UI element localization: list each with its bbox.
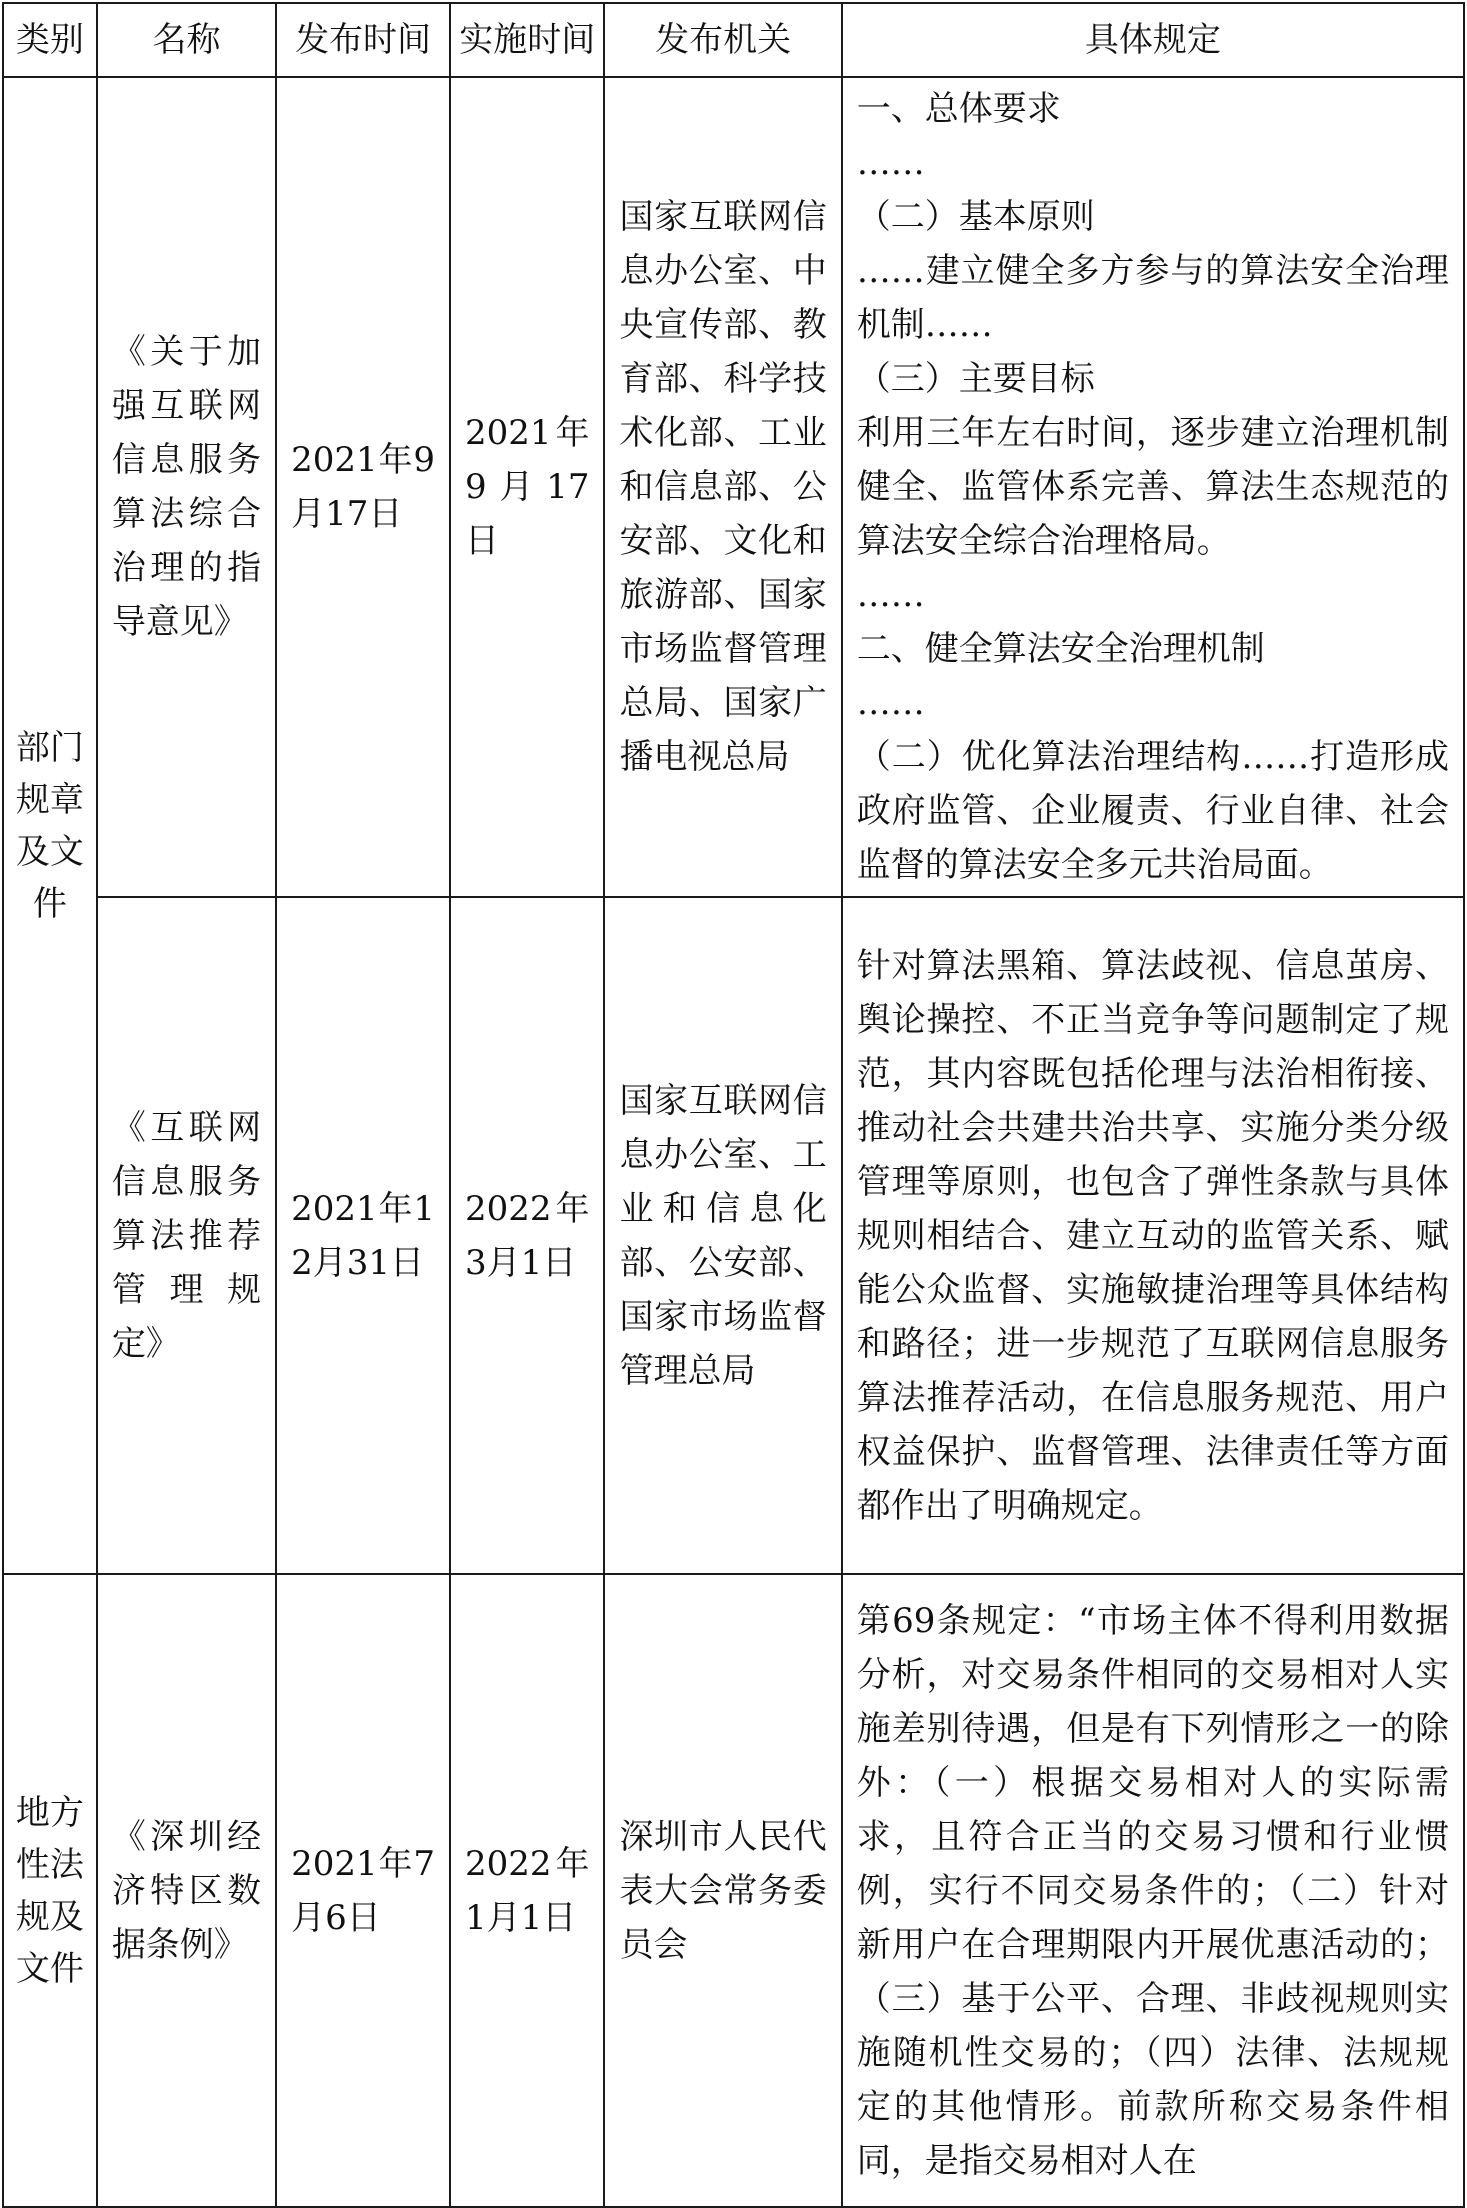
header-details: 具体规定 — [842, 3, 1464, 77]
table-row — [3, 1574, 1464, 2207]
table-row — [3, 897, 1464, 1574]
issuing-authority: 深圳市人民代表大会常务委员会 — [604, 1574, 841, 2207]
effective-date: 2021年9月17日 — [450, 77, 605, 897]
regulation-details: 第69条规定：“市场主体不得利用数据分析，对交易条件相同的交易相对人实施差别待遇，但是有下列情形之一的除外：（一）根据交易相对人的实际需求，且符合正当的交易习惯和行业惯例，实行不同交易条件的；（二）针对新用户在合理期限内开展优惠活动的；（三）基于公平、合理、非歧视规则实施随机性交易的；（四）法律、法规规定的其他情形。前款所称交易条件相同，是指交易相对人在 — [842, 1574, 1464, 2207]
regulations-table — [2, 2, 1465, 2208]
regulation-name: 《深圳经济特区数据条例》 — [97, 1574, 276, 2207]
published-date: 2021年9月17日 — [276, 77, 450, 897]
published-date: 2021年7月6日 — [276, 1574, 450, 2207]
published-date: 2021年12月31日 — [276, 897, 450, 1574]
header-published: 发布时间 — [276, 3, 450, 77]
issuing-authority: 国家互联网信息办公室、中央宣传部、教育部、科学技术化部、工业和信息部、公安部、文化和旅游部、国家市场监督管理总局、国家广播电视总局 — [604, 77, 841, 897]
table-row — [3, 77, 1464, 897]
issuing-authority: 国家互联网信息办公室、工业和信息化部、公安部、国家市场监督管理总局 — [604, 897, 841, 1574]
regulation-details: 针对算法黑箱、算法歧视、信息茧房、舆论操控、不正当竞争等问题制定了规范，其内容既包括伦理与法治相衔接、推动社会共建共治共享、实施分类分级管理等原则，也包含了弹性条款与具体规则相结合、建立互动的监管关系、赋能公众监督、实施敏捷治理等具体结构和路径；进一步规范了互联网信息服务算法推荐活动，在信息服务规范、用户权益保护、监督管理、法律责任等方面都作出了明确规定。 — [842, 897, 1464, 1574]
header-category: 类别 — [3, 3, 97, 77]
regulation-details: 一、总体要求 …… （二）基本原则 ……建立健全多方参与的算法安全治理机制…… （三）主要目标 利用三年左右时间，逐步建立治理机制健全、监管体系完善、算法生态规范的算法安全综合治理格局。 …… 二、健全算法安全治理机制 …… （二）优化算法治理结构……打造形成政府监管、企业履责、行业自律、社会监督的算法安全多元共治局面。 — [842, 77, 1464, 897]
effective-date: 2022年1月1日 — [450, 1574, 605, 2207]
category-cell: 地方性法规及文件 — [3, 1574, 97, 2207]
header-name: 名称 — [97, 3, 276, 77]
regulation-name: 《互联网信息服务算法推荐管理规定》 — [97, 897, 276, 1574]
category-cell: 部门规章及文件 — [3, 77, 97, 1574]
header-effective: 实施时间 — [450, 3, 605, 77]
header-row — [3, 3, 1464, 77]
effective-date: 2022年3月1日 — [450, 897, 605, 1574]
header-issuer: 发布机关 — [604, 3, 841, 77]
regulation-name: 《关于加强互联网信息服务算法综合治理的指导意见》 — [97, 77, 276, 897]
